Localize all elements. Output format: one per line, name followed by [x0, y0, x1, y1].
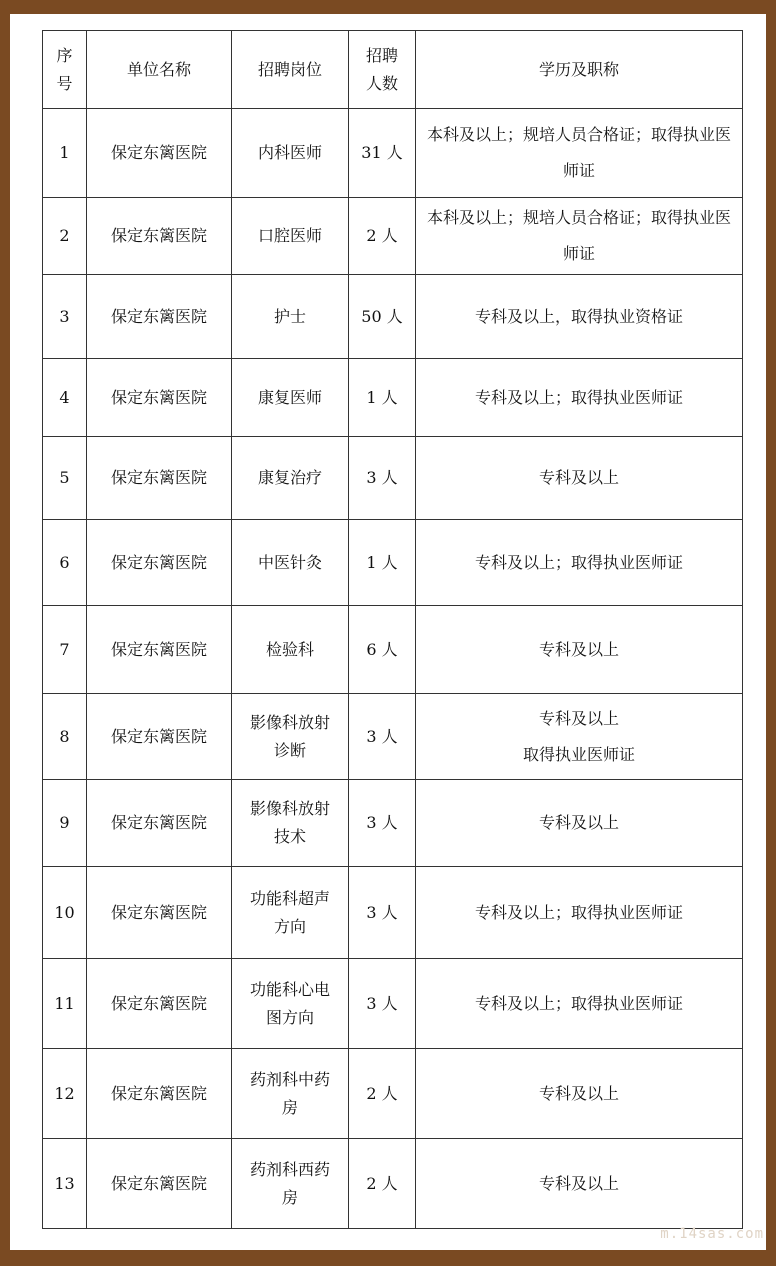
cell-no: 8 [43, 694, 87, 780]
cell-requirement: 专科及以上；取得执业医师证 [416, 359, 743, 437]
cell-requirement: 专科及以上，取得执业资格证 [416, 275, 743, 359]
cell-position: 内科医师 [232, 109, 349, 198]
table-row [43, 275, 743, 359]
cell-count: 2 人 [349, 198, 416, 275]
cell-no: 6 [43, 520, 87, 606]
table-row [43, 606, 743, 694]
cell-position: 影像科放射技术 [232, 780, 349, 867]
table-row [43, 359, 743, 437]
cell-unit: 保定东篱医院 [87, 520, 232, 606]
cell-unit: 保定东篱医院 [87, 694, 232, 780]
cell-count: 3 人 [349, 959, 416, 1049]
cell-no: 11 [43, 959, 87, 1049]
cell-unit: 保定东篱医院 [87, 109, 232, 198]
table-row [43, 780, 743, 867]
table-header-row [43, 31, 743, 109]
table-row [43, 520, 743, 606]
cell-requirement: 专科及以上 [416, 1139, 743, 1229]
cell-count: 3 人 [349, 694, 416, 780]
cell-no: 2 [43, 198, 87, 275]
cell-requirement: 专科及以上 取得执业医师证 [416, 694, 743, 780]
cell-requirement: 专科及以上 [416, 1049, 743, 1139]
cell-unit: 保定东篱医院 [87, 867, 232, 959]
header-count: 招聘人数 [349, 31, 416, 109]
cell-no: 9 [43, 780, 87, 867]
cell-no: 4 [43, 359, 87, 437]
cell-unit: 保定东篱医院 [87, 959, 232, 1049]
table-row [43, 437, 743, 520]
cell-requirement: 本科及以上；规培人员合格证；取得执业医师证 [416, 198, 743, 275]
cell-count: 31 人 [349, 109, 416, 198]
header-unit: 单位名称 [87, 31, 232, 109]
cell-no: 13 [43, 1139, 87, 1229]
cell-count: 50 人 [349, 275, 416, 359]
table-row [43, 109, 743, 198]
cell-requirement: 本科及以上；规培人员合格证；取得执业医师证 [416, 109, 743, 198]
cell-position: 中医针灸 [232, 520, 349, 606]
cell-position: 康复治疗 [232, 437, 349, 520]
recruitment-table [42, 30, 743, 1229]
table-row [43, 694, 743, 780]
cell-requirement: 专科及以上；取得执业医师证 [416, 959, 743, 1049]
table-row [43, 198, 743, 275]
table-body [43, 109, 743, 1229]
cell-unit: 保定东篱医院 [87, 1139, 232, 1229]
cell-position: 药剂科西药房 [232, 1139, 349, 1229]
cell-position: 口腔医师 [232, 198, 349, 275]
cell-no: 10 [43, 867, 87, 959]
header-position: 招聘岗位 [232, 31, 349, 109]
cell-position: 功能科心电图方向 [232, 959, 349, 1049]
cell-count: 2 人 [349, 1049, 416, 1139]
cell-requirement: 专科及以上 [416, 606, 743, 694]
table-row [43, 1139, 743, 1229]
cell-unit: 保定东篱医院 [87, 198, 232, 275]
cell-count: 1 人 [349, 359, 416, 437]
header-no: 序号 [43, 31, 87, 109]
cell-position: 功能科超声方向 [232, 867, 349, 959]
cell-count: 3 人 [349, 780, 416, 867]
table-row [43, 867, 743, 959]
cell-count: 3 人 [349, 867, 416, 959]
cell-no: 7 [43, 606, 87, 694]
cell-count: 2 人 [349, 1139, 416, 1229]
cell-unit: 保定东篱医院 [87, 275, 232, 359]
cell-no: 3 [43, 275, 87, 359]
cell-position: 检验科 [232, 606, 349, 694]
document-page [10, 14, 766, 1250]
cell-unit: 保定东篱医院 [87, 359, 232, 437]
table-row [43, 959, 743, 1049]
cell-no: 1 [43, 109, 87, 198]
cell-position: 影像科放射诊断 [232, 694, 349, 780]
cell-requirement: 专科及以上；取得执业医师证 [416, 520, 743, 606]
header-requirement: 学历及职称 [416, 31, 743, 109]
cell-count: 6 人 [349, 606, 416, 694]
cell-unit: 保定东篱医院 [87, 780, 232, 867]
cell-unit: 保定东篱医院 [87, 437, 232, 520]
cell-requirement: 专科及以上 [416, 437, 743, 520]
cell-requirement: 专科及以上；取得执业医师证 [416, 867, 743, 959]
cell-no: 12 [43, 1049, 87, 1139]
cell-unit: 保定东篱医院 [87, 1049, 232, 1139]
cell-no: 5 [43, 437, 87, 520]
cell-count: 1 人 [349, 520, 416, 606]
cell-position: 护士 [232, 275, 349, 359]
cell-count: 3 人 [349, 437, 416, 520]
cell-requirement: 专科及以上 [416, 780, 743, 867]
cell-position: 药剂科中药房 [232, 1049, 349, 1139]
watermark: m.14sas.com [660, 1226, 764, 1242]
table-row [43, 1049, 743, 1139]
cell-unit: 保定东篱医院 [87, 606, 232, 694]
cell-position: 康复医师 [232, 359, 349, 437]
